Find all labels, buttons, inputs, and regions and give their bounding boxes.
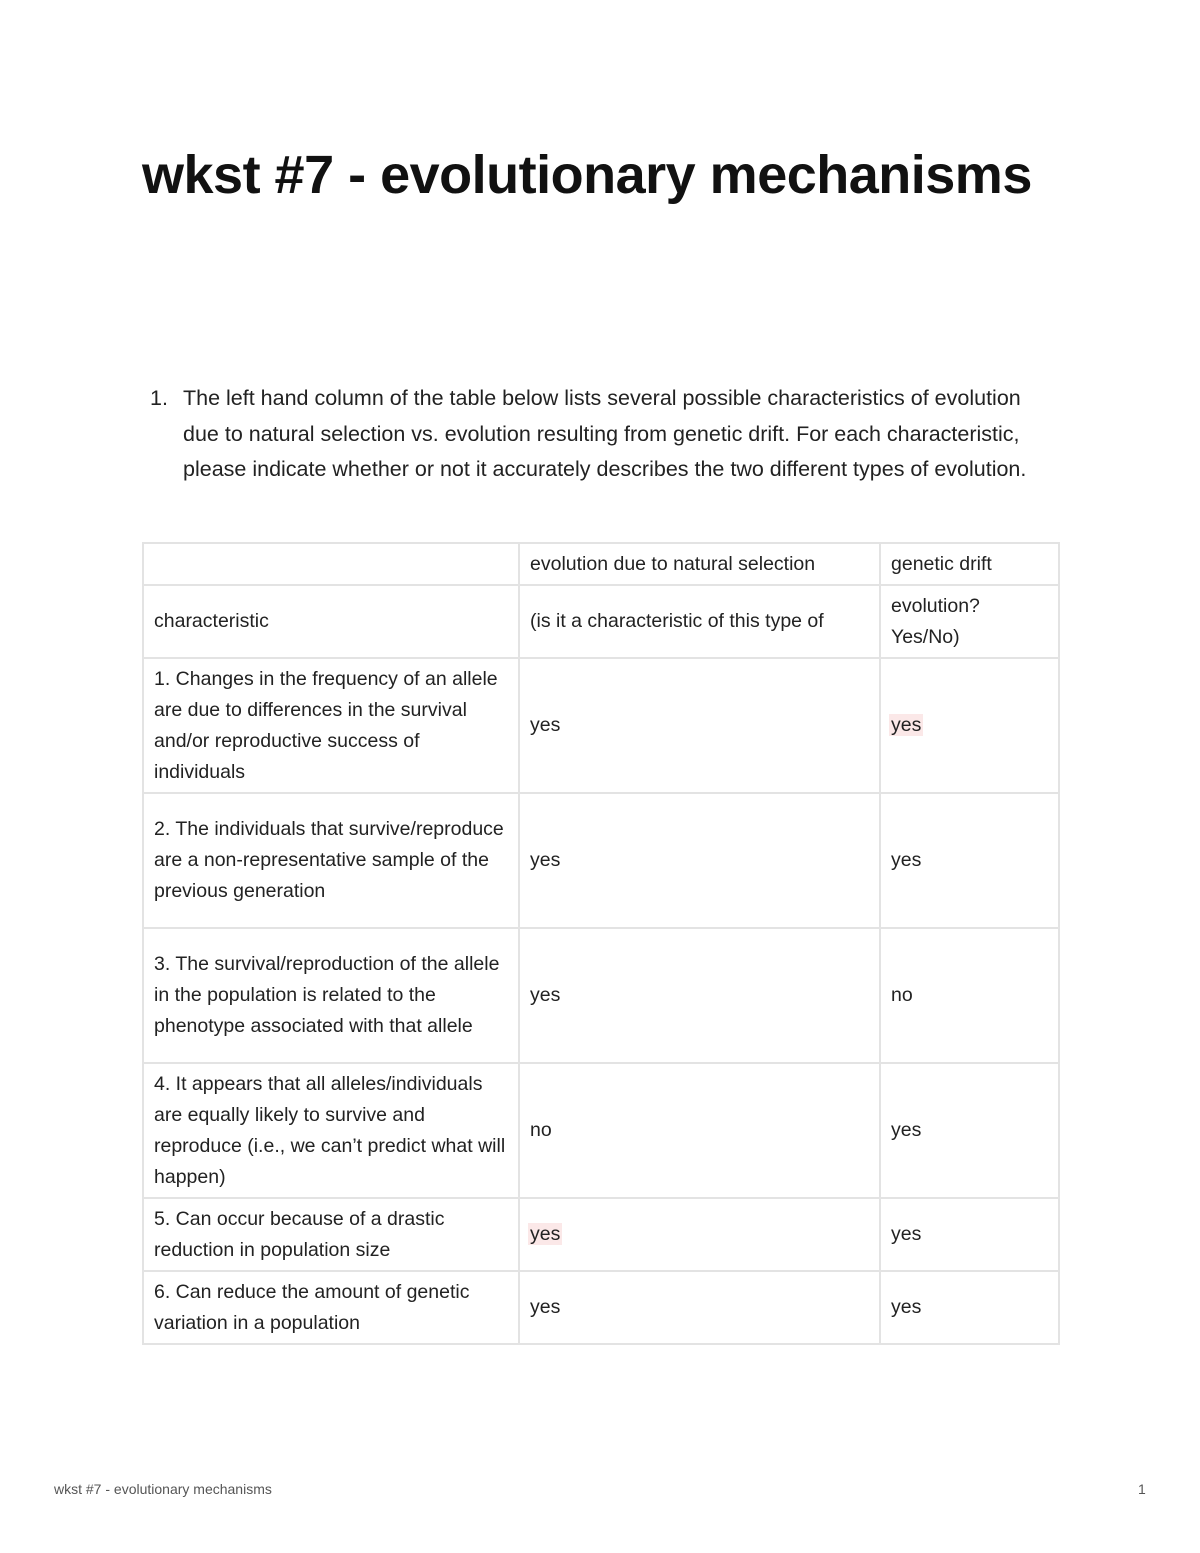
table-row	[143, 658, 1059, 793]
header-cell-empty	[143, 543, 519, 585]
table-row	[143, 1271, 1059, 1344]
characteristic-cell: 1. Changes in the frequency of an allele are due to differences in the survival and/or reproductive success of individuals	[143, 658, 519, 793]
question-1	[142, 381, 1062, 488]
footer-title: wkst #7 - evolutionary mechanisms	[54, 1481, 272, 1497]
natural-selection-answer: yes	[530, 1223, 561, 1245]
genetic-drift-answer: yes	[880, 1063, 1059, 1198]
header-characteristic: characteristic	[143, 585, 519, 658]
characteristic-cell: 3. The survival/reproduction of the allele in the population is related to the phenotype associated with that allele	[143, 928, 519, 1063]
natural-selection-answer: yes	[519, 658, 880, 793]
characteristic-cell: 6. Can reduce the amount of genetic variation in a population	[143, 1271, 519, 1344]
table-row	[143, 928, 1059, 1063]
header-genetic-drift: genetic drift	[880, 543, 1059, 585]
genetic-drift-answer-cell	[880, 658, 1059, 793]
characteristic-cell: 5. Can occur because of a drastic reduction in population size	[143, 1198, 519, 1271]
header-natural-selection: evolution due to natural selection	[519, 543, 880, 585]
table-header-row	[143, 543, 1059, 585]
natural-selection-answer: yes	[519, 1271, 880, 1344]
genetic-drift-answer: yes	[880, 1198, 1059, 1271]
table-subheader-row	[143, 585, 1059, 658]
genetic-drift-answer: yes	[880, 1271, 1059, 1344]
genetic-drift-answer: no	[880, 928, 1059, 1063]
table-row	[143, 1063, 1059, 1198]
subheader-question-part2: evolution? Yes/No)	[880, 585, 1059, 658]
genetic-drift-answer: yes	[891, 714, 922, 736]
characteristic-cell: 4. It appears that all alleles/individuals are equally likely to survive and reproduce (i.e., we can’t predict what will happen)	[143, 1063, 519, 1198]
characteristic-cell: 2. The individuals that survive/reproduce are a non-representative sample of the previous generation	[143, 793, 519, 928]
natural-selection-answer: yes	[519, 793, 880, 928]
page-title: wkst #7 - evolutionary mechanisms	[142, 145, 1032, 205]
characteristics-table	[142, 542, 1060, 1345]
question-number: 1.	[150, 386, 168, 410]
natural-selection-answer-cell	[519, 1198, 880, 1271]
natural-selection-answer: yes	[519, 928, 880, 1063]
table-row	[143, 1198, 1059, 1271]
subheader-question-part1: (is it a characteristic of this type of	[519, 585, 880, 658]
page-number: 1	[1138, 1481, 1146, 1497]
question-text: The left hand column of the table below lists several possible characteristics of evolution due to natural selection vs. evolution resulting from genetic drift. For each characteristic, please indicate whether or not it accurately describes the two different types of evolution.	[183, 386, 1027, 481]
natural-selection-answer: no	[519, 1063, 880, 1198]
genetic-drift-answer: yes	[880, 793, 1059, 928]
table-row	[143, 793, 1059, 928]
